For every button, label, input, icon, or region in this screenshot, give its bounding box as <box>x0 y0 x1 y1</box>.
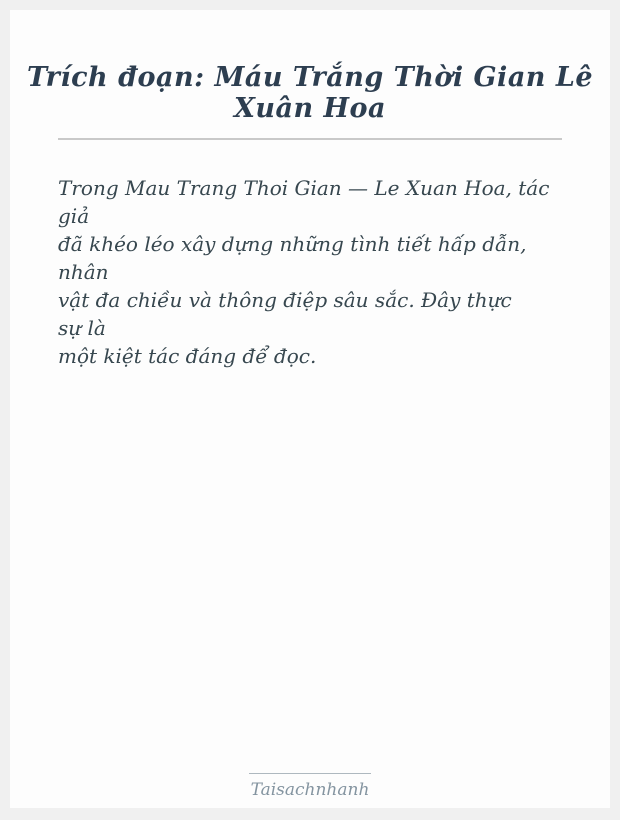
excerpt-line: vật đa chiều và thông điệp sâu sắc. Đây thực <box>58 288 512 312</box>
footer-brand: Taisachnhanh <box>250 780 370 800</box>
excerpt-line: đã khéo léo xây dựng những tình tiết hấp dẫn, <box>58 232 527 256</box>
excerpt-line: sự là <box>58 316 106 340</box>
page-title: Trích đoạn: Máu Trắng Thời Gian Lê Xuân Hoa <box>26 62 594 124</box>
title-divider <box>58 138 562 140</box>
excerpt-line: Trong Mau Trang Thoi Gian — Le Xuan Hoa, tác <box>58 176 550 200</box>
footer <box>10 773 610 800</box>
excerpt-line: giả <box>58 204 90 228</box>
excerpt-line: nhân <box>58 260 109 284</box>
excerpt-body <box>58 174 562 370</box>
footer-divider <box>249 773 371 774</box>
document-page <box>10 10 610 808</box>
excerpt-line: một kiệt tác đáng để đọc. <box>58 344 317 368</box>
